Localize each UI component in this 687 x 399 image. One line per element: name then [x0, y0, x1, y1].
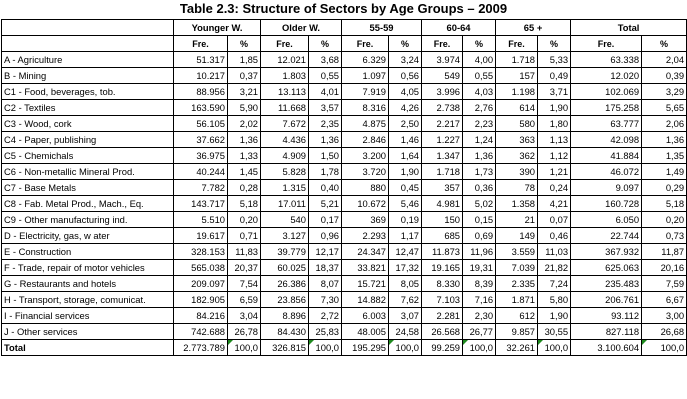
- table-row: [2, 148, 687, 164]
- freq-cell: 549: [422, 68, 463, 84]
- sector-label: C2 - Textiles: [2, 100, 174, 116]
- table-row: [2, 228, 687, 244]
- freq-cell: 3.559: [496, 244, 538, 260]
- freq-cell: 1.315: [261, 180, 309, 196]
- percent-cell: 11,83: [228, 244, 261, 260]
- percent-cell: 26,77: [463, 324, 496, 340]
- freq-cell: 10.217: [174, 68, 228, 84]
- percent-cell: 1,50: [309, 148, 342, 164]
- freq-cell: 149: [496, 228, 538, 244]
- percent-cell: 0,45: [389, 180, 422, 196]
- freq-cell: 163.590: [174, 100, 228, 116]
- freq-cell: 12.020: [571, 68, 642, 84]
- freq-cell: 3.974: [422, 52, 463, 68]
- freq-cell: 63.777: [571, 116, 642, 132]
- freq-cell: 614: [496, 100, 538, 116]
- table-row: [2, 276, 687, 292]
- freq-cell: 742.688: [174, 324, 228, 340]
- freq-cell: 19.617: [174, 228, 228, 244]
- percent-cell: 0,46: [538, 228, 571, 244]
- freq-cell: 363: [496, 132, 538, 148]
- freq-cell: 390: [496, 164, 538, 180]
- percent-cell: 18,37: [309, 260, 342, 276]
- percent-cell: 3,21: [228, 84, 261, 100]
- percent-cell: 1,46: [389, 132, 422, 148]
- percent-header: %: [642, 36, 687, 52]
- freq-cell: 19.165: [422, 260, 463, 276]
- percent-cell: 1,12: [538, 148, 571, 164]
- percent-cell: 2,76: [463, 100, 496, 116]
- table-row: [2, 180, 687, 196]
- percent-cell: 20,37: [228, 260, 261, 276]
- freq-cell: 195.295: [342, 340, 389, 356]
- freq-cell: 7.782: [174, 180, 228, 196]
- freq-cell: 46.072: [571, 164, 642, 180]
- freq-cell: 7.919: [342, 84, 389, 100]
- freq-cell: 78: [496, 180, 538, 196]
- percent-cell: 1,45: [228, 164, 261, 180]
- table-row: [2, 244, 687, 260]
- sector-label: E - Construction: [2, 244, 174, 260]
- percent-cell: 0,71: [228, 228, 261, 244]
- freq-cell: 22.744: [571, 228, 642, 244]
- group-header: Total: [571, 20, 687, 36]
- freq-cell: 8.330: [422, 276, 463, 292]
- sector-label: C5 - Chemichals: [2, 148, 174, 164]
- freq-cell: 1.358: [496, 196, 538, 212]
- freq-cell: 1.227: [422, 132, 463, 148]
- freq-header: Fre.: [174, 36, 228, 52]
- percent-cell: 3,29: [642, 84, 687, 100]
- group-header: Older W.: [261, 20, 342, 36]
- percent-cell: 6,59: [228, 292, 261, 308]
- sector-label: C1 - Food, beverages, tob.: [2, 84, 174, 100]
- percent-cell: 7,30: [309, 292, 342, 308]
- percent-cell: 17,32: [389, 260, 422, 276]
- percent-cell: 7,62: [389, 292, 422, 308]
- percent-cell: 100,0: [228, 340, 261, 356]
- percent-cell: 0,73: [642, 228, 687, 244]
- freq-cell: 13.113: [261, 84, 309, 100]
- freq-cell: 2.335: [496, 276, 538, 292]
- freq-cell: 63.338: [571, 52, 642, 68]
- sector-label: C4 - Paper, publishing: [2, 132, 174, 148]
- percent-cell: 0,20: [642, 212, 687, 228]
- freq-cell: 540: [261, 212, 309, 228]
- percent-cell: 3,71: [538, 84, 571, 100]
- percent-header: %: [309, 36, 342, 52]
- percent-header: %: [389, 36, 422, 52]
- percent-cell: 4,03: [463, 84, 496, 100]
- percent-cell: 2,04: [642, 52, 687, 68]
- freq-cell: 7.103: [422, 292, 463, 308]
- freq-cell: 6.050: [571, 212, 642, 228]
- freq-cell: 33.821: [342, 260, 389, 276]
- sector-label: C6 - Non-metallic Mineral Prod.: [2, 164, 174, 180]
- percent-cell: 0,07: [538, 212, 571, 228]
- percent-cell: 4,05: [389, 84, 422, 100]
- table-row: [2, 196, 687, 212]
- freq-cell: 84.216: [174, 308, 228, 324]
- percent-cell: 1,17: [389, 228, 422, 244]
- percent-cell: 5,18: [228, 196, 261, 212]
- freq-cell: 1.718: [422, 164, 463, 180]
- table-row: [2, 68, 687, 84]
- freq-header: Fre.: [422, 36, 463, 52]
- percent-cell: 19,31: [463, 260, 496, 276]
- corner-cell: [2, 20, 174, 36]
- percent-cell: 1,36: [463, 148, 496, 164]
- percent-cell: 0,96: [309, 228, 342, 244]
- percent-cell: 4,01: [309, 84, 342, 100]
- table-row: [2, 52, 687, 68]
- freq-cell: 880: [342, 180, 389, 196]
- percent-cell: 5,18: [642, 196, 687, 212]
- group-header-row: [2, 20, 687, 36]
- percent-cell: 7,54: [228, 276, 261, 292]
- sector-label: A - Agriculture: [2, 52, 174, 68]
- percent-cell: 0,29: [642, 180, 687, 196]
- sector-label: C8 - Fab. Metal Prod., Mach., Eq.: [2, 196, 174, 212]
- freq-cell: 2.738: [422, 100, 463, 116]
- table-row: [2, 132, 687, 148]
- freq-cell: 1.198: [496, 84, 538, 100]
- freq-cell: 99.259: [422, 340, 463, 356]
- percent-cell: 3,00: [642, 308, 687, 324]
- freq-cell: 369: [342, 212, 389, 228]
- freq-cell: 48.005: [342, 324, 389, 340]
- percent-cell: 7,24: [538, 276, 571, 292]
- percent-cell: 1,36: [309, 132, 342, 148]
- freq-cell: 235.483: [571, 276, 642, 292]
- freq-cell: 328.153: [174, 244, 228, 260]
- freq-cell: 1.097: [342, 68, 389, 84]
- percent-cell: 4,26: [389, 100, 422, 116]
- sector-label: H - Transport, storage, comunicat.: [2, 292, 174, 308]
- sector-label: I - Financial services: [2, 308, 174, 324]
- sector-label: D - Electricity, gas, w ater: [2, 228, 174, 244]
- freq-cell: 8.896: [261, 308, 309, 324]
- percent-cell: 5,21: [309, 196, 342, 212]
- freq-cell: 1.347: [422, 148, 463, 164]
- percent-cell: 100,0: [463, 340, 496, 356]
- percent-cell: 0,24: [538, 180, 571, 196]
- freq-cell: 7.039: [496, 260, 538, 276]
- freq-cell: 56.105: [174, 116, 228, 132]
- freq-cell: 102.069: [571, 84, 642, 100]
- percent-cell: 0,55: [309, 68, 342, 84]
- freq-cell: 5.828: [261, 164, 309, 180]
- percent-cell: 5,90: [228, 100, 261, 116]
- percent-cell: 2,35: [309, 116, 342, 132]
- percent-cell: 5,33: [538, 52, 571, 68]
- freq-cell: 51.317: [174, 52, 228, 68]
- percent-cell: 1,21: [538, 164, 571, 180]
- percent-cell: 8,07: [309, 276, 342, 292]
- freq-cell: 21: [496, 212, 538, 228]
- freq-cell: 26.386: [261, 276, 309, 292]
- freq-cell: 24.347: [342, 244, 389, 260]
- freq-cell: 1.718: [496, 52, 538, 68]
- freq-cell: 150: [422, 212, 463, 228]
- freq-cell: 580: [496, 116, 538, 132]
- freq-cell: 37.662: [174, 132, 228, 148]
- percent-cell: 100,0: [389, 340, 422, 356]
- percent-cell: 0,17: [309, 212, 342, 228]
- percent-cell: 0,49: [538, 68, 571, 84]
- freq-cell: 42.098: [571, 132, 642, 148]
- freq-cell: 2.281: [422, 308, 463, 324]
- freq-header: Fre.: [261, 36, 309, 52]
- percent-cell: 2,50: [389, 116, 422, 132]
- percent-cell: 7,59: [642, 276, 687, 292]
- percent-cell: 20,16: [642, 260, 687, 276]
- percent-cell: 0,39: [642, 68, 687, 84]
- freq-cell: 3.200: [342, 148, 389, 164]
- sector-label: F - Trade, repair of motor vehicles: [2, 260, 174, 276]
- percent-cell: 3,68: [309, 52, 342, 68]
- percent-cell: 11,87: [642, 244, 687, 260]
- percent-cell: 0,28: [228, 180, 261, 196]
- sectors-by-age-table: [1, 19, 687, 356]
- percent-cell: 3,57: [309, 100, 342, 116]
- freq-cell: 625.063: [571, 260, 642, 276]
- freq-header: Fre.: [571, 36, 642, 52]
- group-header: Younger W.: [174, 20, 261, 36]
- freq-cell: 15.721: [342, 276, 389, 292]
- freq-cell: 357: [422, 180, 463, 196]
- total-label: Total: [2, 340, 174, 356]
- percent-cell: 7,16: [463, 292, 496, 308]
- percent-cell: 0,36: [463, 180, 496, 196]
- freq-cell: 2.846: [342, 132, 389, 148]
- freq-cell: 23.856: [261, 292, 309, 308]
- group-header: 55-59: [342, 20, 422, 36]
- freq-cell: 7.672: [261, 116, 309, 132]
- percent-header: %: [538, 36, 571, 52]
- table-row: [2, 212, 687, 228]
- table-row: [2, 116, 687, 132]
- percent-cell: 3,24: [389, 52, 422, 68]
- freq-cell: 4.981: [422, 196, 463, 212]
- sector-label: C9 - Other manufacturing ind.: [2, 212, 174, 228]
- sub-header-row: [2, 36, 687, 52]
- freq-cell: 565.038: [174, 260, 228, 276]
- percent-cell: 2,30: [463, 308, 496, 324]
- freq-cell: 26.568: [422, 324, 463, 340]
- table-row: [2, 84, 687, 100]
- freq-cell: 11.873: [422, 244, 463, 260]
- freq-cell: 6.329: [342, 52, 389, 68]
- group-header: 65 +: [496, 20, 571, 36]
- percent-cell: 1,13: [538, 132, 571, 148]
- percent-cell: 1,90: [538, 100, 571, 116]
- freq-cell: 326.815: [261, 340, 309, 356]
- freq-cell: 93.112: [571, 308, 642, 324]
- freq-cell: 9.857: [496, 324, 538, 340]
- percent-cell: 24,58: [389, 324, 422, 340]
- percent-cell: 2,72: [309, 308, 342, 324]
- freq-cell: 4.875: [342, 116, 389, 132]
- percent-cell: 5,65: [642, 100, 687, 116]
- freq-cell: 157: [496, 68, 538, 84]
- freq-cell: 3.720: [342, 164, 389, 180]
- freq-cell: 88.956: [174, 84, 228, 100]
- table-row: [2, 260, 687, 276]
- freq-cell: 36.975: [174, 148, 228, 164]
- freq-cell: 9.097: [571, 180, 642, 196]
- percent-cell: 3,07: [389, 308, 422, 324]
- percent-cell: 0,56: [389, 68, 422, 84]
- freq-cell: 160.728: [571, 196, 642, 212]
- percent-cell: 0,55: [463, 68, 496, 84]
- freq-cell: 84.430: [261, 324, 309, 340]
- percent-cell: 25,83: [309, 324, 342, 340]
- table-row: [2, 164, 687, 180]
- table-row: [2, 100, 687, 116]
- percent-cell: 1,49: [642, 164, 687, 180]
- percent-cell: 1,24: [463, 132, 496, 148]
- freq-cell: 2.293: [342, 228, 389, 244]
- percent-cell: 2,02: [228, 116, 261, 132]
- sector-label: B - Mining: [2, 68, 174, 84]
- freq-cell: 685: [422, 228, 463, 244]
- freq-cell: 2.773.789: [174, 340, 228, 356]
- percent-cell: 4,21: [538, 196, 571, 212]
- percent-cell: 1,73: [463, 164, 496, 180]
- percent-cell: 1,90: [389, 164, 422, 180]
- percent-cell: 0,69: [463, 228, 496, 244]
- freq-header: Fre.: [496, 36, 538, 52]
- table-body: [2, 52, 687, 356]
- percent-cell: 1,80: [538, 116, 571, 132]
- percent-cell: 5,02: [463, 196, 496, 212]
- sector-label: C3 - Wood, cork: [2, 116, 174, 132]
- percent-cell: 12,47: [389, 244, 422, 260]
- freq-cell: 3.127: [261, 228, 309, 244]
- percent-cell: 1,36: [228, 132, 261, 148]
- corner-cell: [2, 36, 174, 52]
- freq-cell: 3.996: [422, 84, 463, 100]
- percent-cell: 100,0: [538, 340, 571, 356]
- freq-cell: 4.909: [261, 148, 309, 164]
- percent-cell: 6,67: [642, 292, 687, 308]
- sector-label: C7 - Base Metals: [2, 180, 174, 196]
- freq-cell: 60.025: [261, 260, 309, 276]
- percent-cell: 0,40: [309, 180, 342, 196]
- percent-cell: 1,78: [309, 164, 342, 180]
- freq-cell: 8.316: [342, 100, 389, 116]
- freq-cell: 175.258: [571, 100, 642, 116]
- percent-header: %: [463, 36, 496, 52]
- freq-cell: 182.905: [174, 292, 228, 308]
- freq-cell: 11.668: [261, 100, 309, 116]
- percent-cell: 1,85: [228, 52, 261, 68]
- freq-cell: 1.871: [496, 292, 538, 308]
- freq-cell: 40.244: [174, 164, 228, 180]
- percent-cell: 1,36: [642, 132, 687, 148]
- total-row: [2, 340, 687, 356]
- percent-cell: 30,55: [538, 324, 571, 340]
- sector-label: G - Restaurants and hotels: [2, 276, 174, 292]
- percent-cell: 4,00: [463, 52, 496, 68]
- percent-cell: 12,17: [309, 244, 342, 260]
- freq-cell: 12.021: [261, 52, 309, 68]
- freq-cell: 17.011: [261, 196, 309, 212]
- percent-cell: 2,23: [463, 116, 496, 132]
- percent-cell: 1,35: [642, 148, 687, 164]
- percent-cell: 21,82: [538, 260, 571, 276]
- group-header: 60-64: [422, 20, 496, 36]
- table-row: [2, 324, 687, 340]
- sector-label: J - Other services: [2, 324, 174, 340]
- table-title: Table 2.3: Structure of Sectors by Age Groups – 2009: [179, 1, 508, 16]
- freq-cell: 612: [496, 308, 538, 324]
- percent-cell: 8,05: [389, 276, 422, 292]
- freq-cell: 367.932: [571, 244, 642, 260]
- percent-cell: 26,68: [642, 324, 687, 340]
- percent-cell: 100,0: [309, 340, 342, 356]
- freq-header: Fre.: [342, 36, 389, 52]
- percent-cell: 0,20: [228, 212, 261, 228]
- freq-cell: 39.779: [261, 244, 309, 260]
- percent-cell: 8,39: [463, 276, 496, 292]
- percent-cell: 5,46: [389, 196, 422, 212]
- percent-header: %: [228, 36, 261, 52]
- freq-cell: 1.803: [261, 68, 309, 84]
- freq-cell: 32.261: [496, 340, 538, 356]
- freq-cell: 206.761: [571, 292, 642, 308]
- percent-cell: 0,19: [389, 212, 422, 228]
- freq-cell: 2.217: [422, 116, 463, 132]
- freq-cell: 209.097: [174, 276, 228, 292]
- percent-cell: 11,96: [463, 244, 496, 260]
- freq-cell: 6.003: [342, 308, 389, 324]
- percent-cell: 3,04: [228, 308, 261, 324]
- percent-cell: 26,78: [228, 324, 261, 340]
- percent-cell: 1,64: [389, 148, 422, 164]
- percent-cell: 1,33: [228, 148, 261, 164]
- percent-cell: 5,80: [538, 292, 571, 308]
- table-row: [2, 292, 687, 308]
- percent-cell: 11,03: [538, 244, 571, 260]
- percent-cell: 100,0: [642, 340, 687, 356]
- freq-cell: 827.118: [571, 324, 642, 340]
- freq-cell: 5.510: [174, 212, 228, 228]
- freq-cell: 3.100.604: [571, 340, 642, 356]
- freq-cell: 362: [496, 148, 538, 164]
- freq-cell: 4.436: [261, 132, 309, 148]
- freq-cell: 10.672: [342, 196, 389, 212]
- table-row: [2, 308, 687, 324]
- percent-cell: 2,06: [642, 116, 687, 132]
- percent-cell: 1,90: [538, 308, 571, 324]
- freq-cell: 41.884: [571, 148, 642, 164]
- percent-cell: 0,37: [228, 68, 261, 84]
- freq-cell: 143.717: [174, 196, 228, 212]
- freq-cell: 14.882: [342, 292, 389, 308]
- percent-cell: 0,15: [463, 212, 496, 228]
